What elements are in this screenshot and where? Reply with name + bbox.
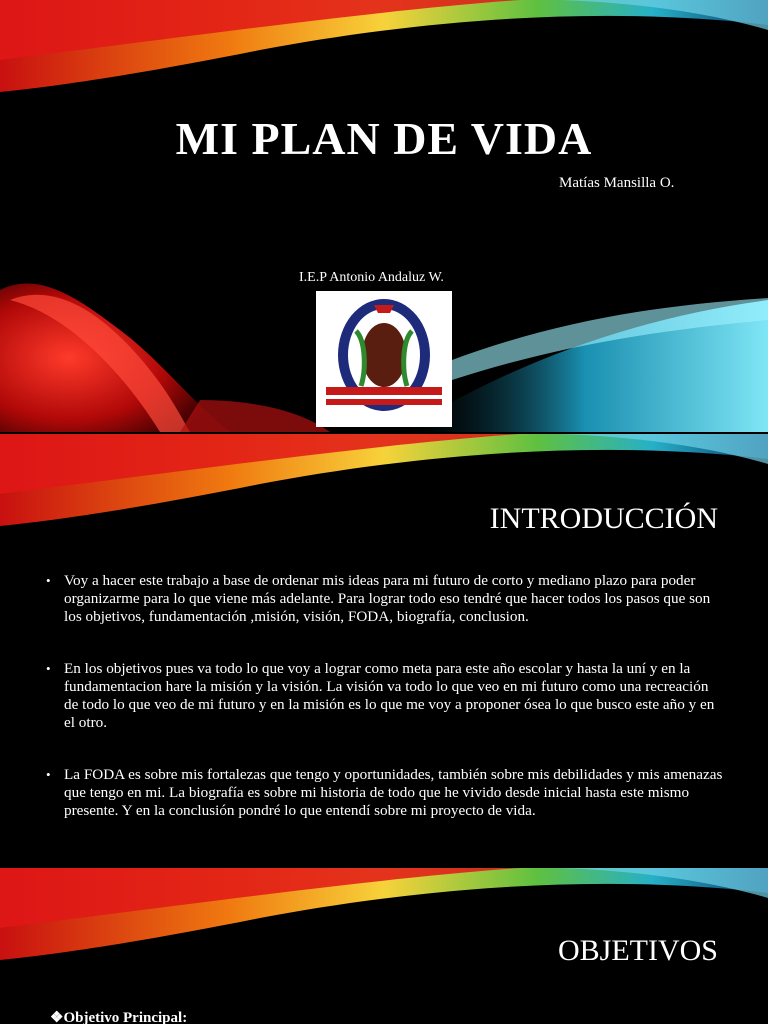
list-item — [46, 660, 726, 732]
title-slide — [0, 0, 768, 432]
objective-principal-label: ❖Objetivo Principal: — [50, 1010, 188, 1024]
author-name: Matías Mansilla O. — [559, 175, 675, 191]
paragraph-text: La FODA es sobre mis fortalezas que tengo y oportunidades, también sobre mis debilidades y mis amenazas que tengo en mi. La biografía es sobre mi historia de todo que he vivido desde inicial hasta este mismo presente. Y en la conclusión pondré lo que entendí sobre mi proyecto de vida. — [64, 766, 723, 819]
introduction-list — [46, 572, 726, 854]
section-title-objetivos: OBJETIVOS — [557, 934, 718, 967]
list-item — [46, 766, 726, 820]
bullet-icon: • — [46, 661, 51, 676]
bullet-icon: • — [46, 573, 51, 588]
paragraph-text: Voy a hacer este trabajo a base de ordenar mis ideas para mi futuro de corto y mediano plazo para poder organizarme para lo que viene más adelante. Para lograr todo eso tendré que hacer todos los pasos que son los objetivos, fundamentación ,misión, visión, FODA, biografía, conclusion. — [64, 572, 711, 625]
section-title-introduccion: INTRODUCCIÓN — [489, 502, 718, 535]
objectives-slide — [0, 868, 768, 1024]
list-item — [46, 572, 726, 626]
page-title: MI PLAN DE VIDA — [175, 113, 593, 164]
introduction-slide — [0, 434, 768, 866]
paragraph-text: En los objetivos pues va todo lo que voy a lograr como meta para este año escolar y hasta la uní y en la fundamentacion hare la misión y la visión. La visión va todo lo que veo en mi futuro como una recreación de todo lo que veo de mi futuro y en la misión es lo que me voy a proponer ósea lo que busco este año y en el otro. — [64, 660, 715, 731]
school-name: I.E.P Antonio Andaluz W. — [299, 270, 444, 285]
bullet-icon: • — [46, 767, 51, 782]
school-logo — [316, 291, 452, 427]
